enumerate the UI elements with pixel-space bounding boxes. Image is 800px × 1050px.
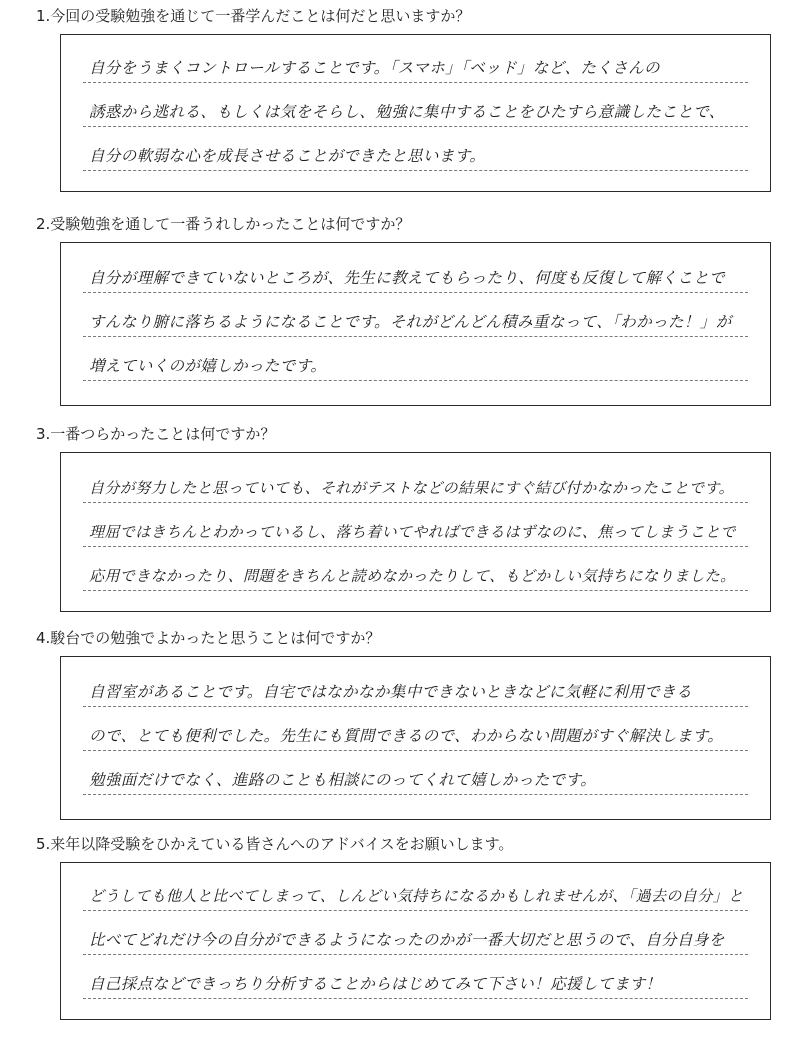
answer-text: 誘惑から逃れる、もしくは気をそらし、勉強に集中することをひたすら意識したことで、 bbox=[89, 103, 725, 121]
answer-box-1 bbox=[60, 34, 771, 192]
question-4: 4.駿台での勉強でよかったと思うことは何ですか？ bbox=[36, 629, 381, 647]
answer-box-4 bbox=[60, 656, 771, 820]
answer-line bbox=[83, 915, 748, 955]
answer-line bbox=[83, 755, 748, 795]
question-1: 1.今回の受験勉強を通じて一番学んだことは何だと思いますか？ bbox=[36, 7, 471, 25]
answer-line bbox=[83, 297, 748, 337]
answer-text: 自分の軟弱な心を成長させることができたと思います。 bbox=[89, 147, 486, 165]
answer-line bbox=[83, 959, 748, 999]
answer-line bbox=[83, 551, 748, 591]
answer-box-2 bbox=[60, 242, 771, 406]
answer-text: 自分が理解できていないところが、先生に教えてもらったり、何度も反復して解くことで bbox=[89, 269, 726, 287]
question-3: 3.一番つらかったことは何ですか？ bbox=[36, 425, 276, 443]
answer-box-5 bbox=[60, 862, 771, 1020]
answer-box-3 bbox=[60, 452, 771, 612]
answer-line bbox=[83, 43, 748, 83]
answer-text: 自習室があることです。自宅ではなかなか集中できないときなどに気軽に利用できる bbox=[89, 683, 692, 701]
answer-text: 比べてどれだけ今の自分ができるようになったのかが一番大切だと思うので、自分自身を bbox=[89, 931, 725, 949]
answer-text: 応用できなかったり、問題をきちんと読めなかったりして、もどかしい気持ちになりました。 bbox=[89, 567, 736, 585]
answer-text: 自己採点などできっちり分析することからはじめてみて下さい！応援してます！ bbox=[89, 975, 662, 993]
answer-text: 理屈ではきちんとわかっているし、落ち着いてやればできるはずなのに、焦ってしまうことで bbox=[89, 523, 736, 541]
answer-line bbox=[83, 253, 748, 293]
answer-text: どうしても他人と比べてしまって、しんどい気持ちになるかもしれませんが、「過去の自分」と bbox=[89, 887, 744, 905]
answer-line bbox=[83, 463, 748, 503]
question-2: 2.受験勉強を通して一番うれしかったことは何ですか？ bbox=[36, 215, 411, 233]
answer-text: 増えていくのが嬉しかったです。 bbox=[89, 357, 327, 375]
answer-text: 勉強面だけでなく、進路のことも相談にのってくれて嬉しかったです。 bbox=[89, 771, 597, 789]
answer-line bbox=[83, 87, 748, 127]
answer-line bbox=[83, 711, 748, 751]
answer-line bbox=[83, 507, 748, 547]
answer-text: ので、とても便利でした。先生にも質問できるので、わからない問題がすぐ解決します。 bbox=[89, 727, 724, 745]
answer-line bbox=[83, 131, 748, 171]
answer-line bbox=[83, 341, 748, 381]
answer-line bbox=[83, 871, 748, 911]
answer-text: 自分をうまくコントロールすることです。「スマホ」「ベッド」など、たくさんの bbox=[89, 59, 660, 77]
answer-text: すんなり腑に落ちるようになることです。それがどんどん積み重なって、「わかった！」が bbox=[89, 313, 732, 331]
answer-line bbox=[83, 667, 748, 707]
answer-text: 自分が努力したと思っていても、それがテストなどの結果にすぐ結び付かなかったことです。 bbox=[89, 479, 735, 497]
question-5: 5.来年以降受験をひかえている皆さんへのアドバイスをお願いします。 bbox=[36, 835, 514, 853]
